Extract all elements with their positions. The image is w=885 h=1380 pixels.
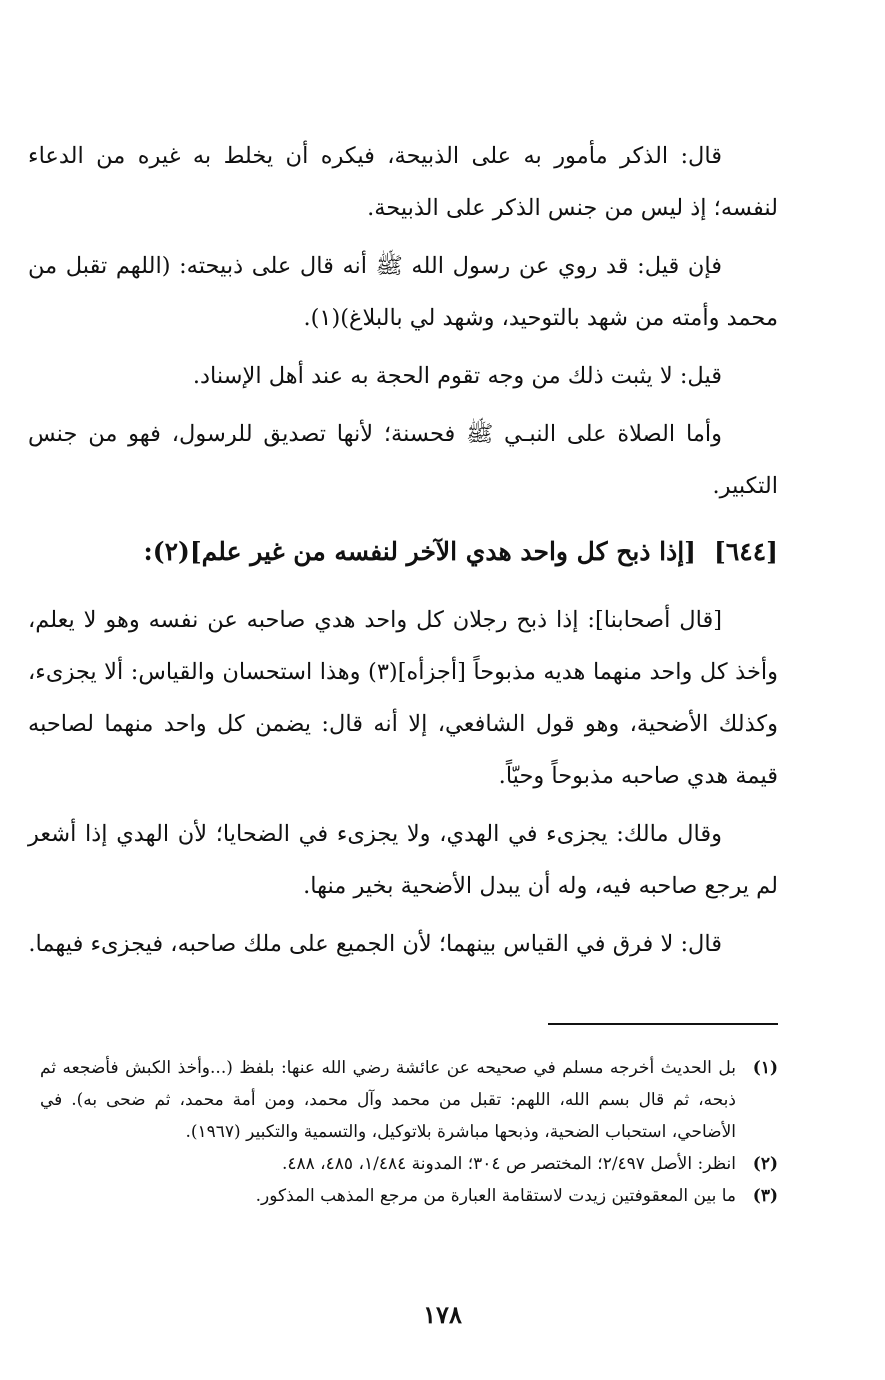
main-text xyxy=(28,130,778,976)
footnote-separator xyxy=(548,1023,778,1025)
paragraph: قيل: لا يثبت ذلك من وجه تقوم الحجة به عند أهل الإسناد. xyxy=(192,363,722,389)
section-heading xyxy=(28,524,778,580)
footnote-text: ما بين المعقوفتين زيدت لاستقامة العبارة من مرجع المذهب المذكور. xyxy=(255,1186,736,1206)
paragraph: قال: لا فرق في القياس بينهما؛ لأن الجميع على ملك صاحبه، فيجزىء فيهما. xyxy=(28,931,722,957)
section-title: [إذا ذبح كل واحد هدي الآخر لنفسه من غير علم](٢): xyxy=(143,537,697,566)
footnote xyxy=(40,1148,778,1180)
footnote xyxy=(40,1052,778,1148)
footnote xyxy=(40,1180,778,1212)
footnote-number: (٢) xyxy=(752,1154,778,1174)
footnote-number: (٣) xyxy=(752,1186,778,1206)
footnote-text: انظر: الأصل ٢/٤٩٧؛ المختصر ص ٣٠٤؛ المدونة ١/٤٨٤، ٤٨٥، ٤٨٨. xyxy=(281,1154,736,1174)
page-number: ١٧٨ xyxy=(423,1300,462,1329)
footnotes xyxy=(40,1052,778,1212)
paragraph: [قال أصحابنا]: إذا ذبح رجلان كل واحد هدي صاحبه عن نفسه وهو لا يعلم، وأخذ كل واحد منهما هديه مذبوحاً [أجزأه](٣) وهذا استحسان والقياس: ألا يجزىء، وكذلك الأضحية، وهو قول الشافعي، إلا أنه قال: يضمن كل واحد منهما لصاحبه قيمة هدي صاحبه مذبوحاً وحيّاً. xyxy=(28,607,779,789)
paragraph: فإن قيل: قد روي عن رسول الله ﷺ أنه قال على ذبيحته: (اللهم تقبل من محمد وأمته من شهد بالتوحيد، وشهد لي بالبلاغ)(١). xyxy=(28,253,778,331)
paragraph: قال: الذكر مأمور به على الذبيحة، فيكره أن يخلط به غيره من الدعاء لنفسه؛ إذ ليس من جنس الذكر على الذبيحة. xyxy=(28,143,778,221)
footnote-text: بل الحديث أخرجه مسلم في صحيحه عن عائشة رضي الله عنها: بلفظ (...وأخذ الكبش فأضجعه ثم ذبحه، ثم قال بسم الله، اللهم: تقبل من محمد وآل محمد، ومن أمة محمد، ثم ضحى به). في الأضاحي، استحباب الضحية، وذبحها مباشرة بلاتوكيل، والتسمية والتكبير (١٩٦٧). xyxy=(40,1058,736,1142)
footnote-number: (١) xyxy=(752,1058,778,1078)
paragraph: وأما الصلاة على النبـي ﷺ فحسنة؛ لأنها تصديق للرسول، فهو من جنس التكبير. xyxy=(28,421,778,499)
section-number: [٦٤٤] xyxy=(714,537,778,566)
paragraph: وقال مالك: يجزىء في الهدي، ولا يجزىء في الضحايا؛ لأن الهدي إذا أشعر لم يرجع صاحبه فيه، وله أن يبدل الأضحية بخير منها. xyxy=(28,821,778,899)
